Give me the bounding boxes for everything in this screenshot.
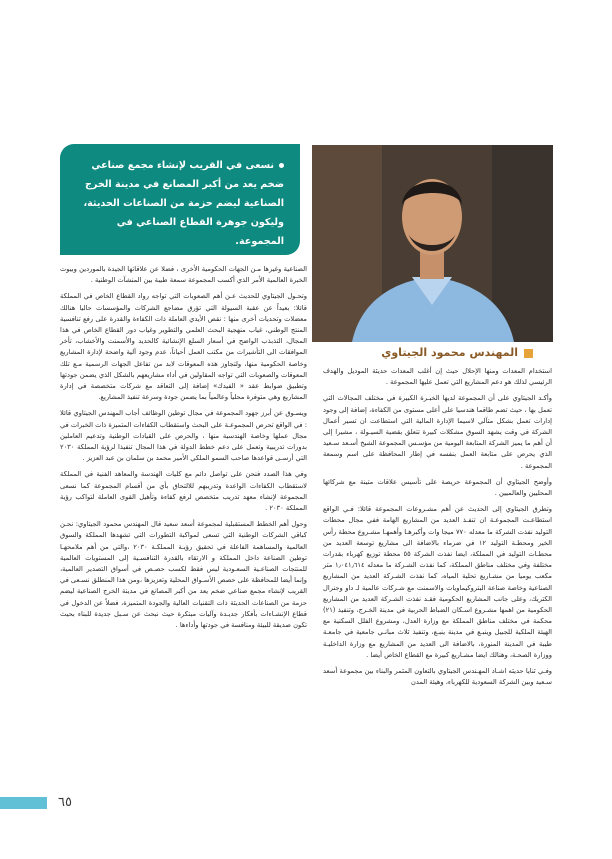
bullet-icon bbox=[279, 163, 284, 168]
page-number: ٦٥ bbox=[58, 795, 72, 810]
paragraph: وفي هذا الصدد فنحن على تواصل دائم مع كليات الهندسة والمعاهد الفنية في المملكة لاستقطاب الكفاءات الواعدة وتدريبهم للالتحاق بأي من أقسام المجموعة كما نسعى المجموعة لإنشاء معهد تدريب متخصص لرفع كفاءة وتأهيل القوى العاملة لتواكب رؤية المملكة ٢٠٣٠ . bbox=[60, 470, 307, 513]
paragraph: وأكـد الجيتاوي على أن المجموعة لديها الخبـرة الكبيرة في مختلف المجالات التي تعمل بها ، حيث تضم طاقما هندسيا على أعلى مستوى من الكفاءة، إضافة إلى وجود إدارات تعمل بشكل متآلي لاسيما الإدارة المالية التي استطاعت ان تسير أعمال الشركة في وقت يشهد السوق مشكلات كبيرة تتعلق بقضية السيـولة ، مشيرا إلى أن أهم ما يميز الشركة المتابعة اليومية من مؤسـس المجموعة الشيخ أسـعد سـعيد الذي يحرص على متابعة العمل بنفسه في إطار المحافظة على اسم وسمعة المجموعة . bbox=[323, 394, 552, 470]
article-column-left bbox=[60, 264, 307, 636]
pull-quote-text: نسعى في القريب لإنشاء مجمع صناعي ضخم يعد من أكبر المصانع في مدينة الخرج الصناعية ليضم حزمة من الصناعات الحديثة، وليكون جوهرة القطاع الصناعي في المجموعة. bbox=[83, 160, 284, 247]
portrait-photo bbox=[312, 145, 553, 342]
paragraph: ويسـوق عن أبرز جهود المجموعة في مجال توطين الوظائف أجاب المهندس الجيتاوي قائلا : في الواقع تحرص المجموعـة على البحث واستقطاب الكفاءات المتميزة ذات الخبرات في مجال عملها وخاصة الهندسية منها ، والحرص على القيادات الوطنية وتدعيم العاملين بدورات تدريبية وتعمل على دعم خطط الدولة في هذا المجال تنفيذا لرؤية المملكة ٢٠٣٠ التي أرسـى قواعدها صاحب السمو الملكي الأمير محمد بن سلمان بن عبد العزيز . bbox=[59, 409, 307, 463]
photo-caption bbox=[312, 342, 553, 364]
paragraph: وتطرق الجيتاوي إلى الحديث عن أهم مشـروعات المجموعة قائلا: فـي الواقع استطاعـت المجموعـة ان تنفـذ العديد من المشاريع الهامة ففي مجال محطات التوليد نفذت الشركة ما معدله ٧٧٠ ميجا وات وأكبرهـا وأهمهـا مشـروع محطة رأس الخير ومحطـة التوليد ١٢ في ضرماء بالاضافة الى مشاريع توسعة العديد من محطـات التوليد في المملكة، ايضا نفذت الشركة ٥٥ محطة توزيع كهرباء بقدرات مختلفة وفي مختلف مناطق المملكة، كما نفذت الشـركة ما معدله ١٫٠٤١٫٦١٤ متر مكعب يوميا من مشـاريع تحلية المياه، كما نفذت الشـركة العديد من المشاريع الصناعية وخاصة صناعة البتروكيماويات والاسمنت مع شـركات عالمية لـ داو وجنرال الكتريك، وعلى جانب المشاريع الحكومية فقـد نفذت الشـركة العديد من المشاريع الحكومية من اهمها مشـروع اسـكان الضباط الحربية في مدينة الخـرج، وتنفيذ (٢١) محكمة في مختلف مناطق المملكة مع وزارة العدل، ومشروع الفلل السكنية مع الهيئة الملكية للجبيل وينبـع في مدينة ينبـع، وتنفيذ ثلاث مبانـي جامعية في جامعـة طيبة في المدينة المنورة، بالاضافة الى العديد من المشاريع مع وزارة الداخليـة ووزارة الصحـة، وهنالك ايضا مشـاريع كبيرة مع القطاع الخاص أيضا . bbox=[323, 505, 553, 659]
article-column-right bbox=[323, 366, 552, 693]
paragraph: وفـي ثنايا حديثه اشـاد المهـندس الجيتاوي بالتعاون المثمر والبناء بين مجموعة أسعد سـعيد وبين الشركة السعودية للكهرباء، وهيئة المدن bbox=[323, 667, 552, 687]
paragraph: وتحـول الجيتاوي للحديث عـن أهم الصعوبات التي تواجه رواد القطاع الخاص في المملكة قائلا: بعيداً عن عقبة السيولة التي تؤرق مضاجع الشركات والمؤسسات حاليا هنالك معضلات وتحديات أخرى منها : نقص الأيدي العاملة ذات الكفاءة والقدرة على رفع تنافسية المنتج الوطني، غياب منهجية البحث العلمي والتطوير وغياب دور القطاع الخاص في هذا المجال، التذبذب الواضح في أسعار السلع الإنشائية كالحديد والأسمنت والأخشاب، تأخر الموافقات الى التأشيرات من مكتب العمل أحياناً، عدم وجود آلية واضحة لإدارة المشاريع وخاصة الحكومية منها، ولتجاوز هذه المعوقات لابد من تفاعل الجهات الرسمية مـع تلك المعوقات والصعوبات التي تواجه المقاولين في أداء مشاريعهم بالشكل الذي يضمن جودتها وتطبيق ضوابط عقد « الفيدك» إضافة إلى التعاقد مع شركات متخصصة في إدارة المشاريع وهي متوفرة محلياً وعالمياً بما يضمن جودة وسرعة تنفيذ المشاريع. bbox=[60, 292, 307, 402]
paragraph: وأوضح الجيتاوي أن المجموعة حريصة على تأسيس علاقات متينة مع شركائها المحليين والعالميين . bbox=[323, 477, 552, 498]
caption-marker-icon bbox=[524, 349, 533, 358]
footer-accent-bar bbox=[0, 797, 47, 809]
paragraph: وحول أهم الخطط المستقبلية لمجموعة أسعد سعيد قال المهندس محمود الجيتاوي: نحـن كباقي الشركات الوطنية التي تسعى لمواكبة التطورات التي تشهدها المملكة والسوق العالمية والمساهمة الفاعلة في تحقيق رؤيـة المملكـة ٢٠٣٠ ،والتي من أهم ملامحهـا توطين الصناعة داخل المملكة و الارتقاء بالقدرة التنافسـية إلى المستويات العالمية للمنتجات الصناعـية السعـودية ليس فقط لكسب حصـص في أسواق التصدير العالمية، وإنما أيضا للمحافظة على حصص الأسـواق المحلية وتعزيزها ،ومن هذا المنطلق نسـعى في القريب لإنشاء مجمع صناعي ضخم يعد من أكبر المصانع في مدينة الخرج الصناعية ليضم حزمة من الصناعات الحديثة ذات التقنيات العالية والجودة المتميزة، فضلاً عن الدخول في قطاع الإنشـاءات بأفكار جديـدة وآليات مبتكرة حيث نبحث عن سـبل جديدة للبناء بحيث تكون صديقة للبيئة ومنافسة في جودتها وأداءها . bbox=[60, 520, 307, 630]
paragraph: استخدام المعدات ومنها الإحلال حيث إن أغلب المعدات حديثة الموديل والهدف الرئيسي لذلك هو دعم المشاريع التي تعمل عليها المجموعة . bbox=[323, 367, 552, 387]
paragraph: الصناعية وغيرها مـن الجهات الحكومية الأخرى ، فضلا عن علاقاتها الجيدة بالموردين وبيوت الخبرة العالمية الأمر الذي أكسب المجموعة سمعة طيبة بين المنشآت الوطنية . bbox=[60, 265, 307, 285]
caption-text: المهندس محمود الجيتاوي bbox=[381, 346, 518, 359]
portrait-illustration bbox=[312, 145, 553, 342]
pull-quote-box bbox=[60, 144, 300, 255]
